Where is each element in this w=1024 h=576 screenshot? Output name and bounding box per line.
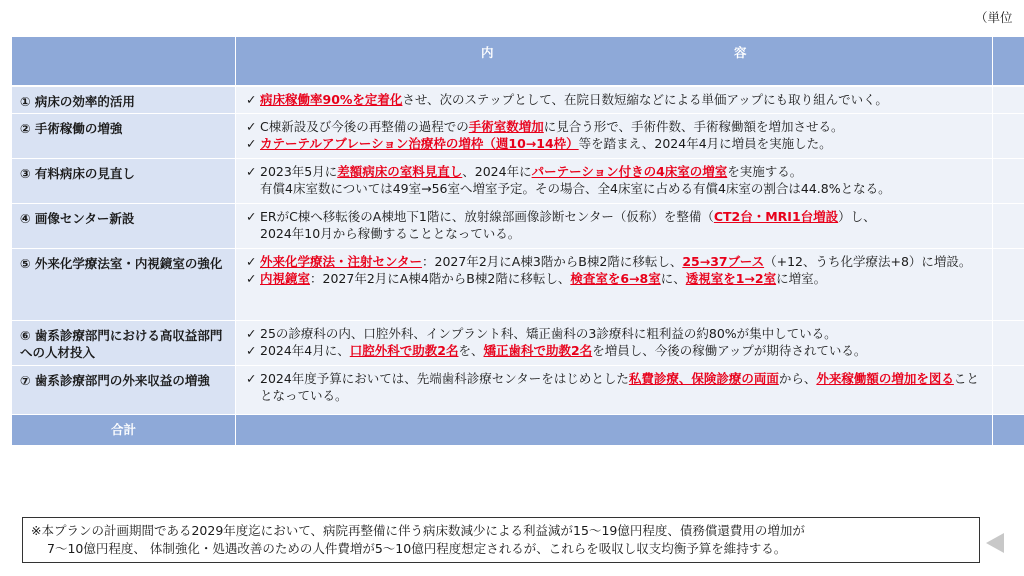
row-title: ⑥ 歯系診療部門における高収益部門への人材投入 <box>12 321 236 365</box>
row-extra <box>993 87 1024 113</box>
highlight-text: カテーテルアブレーション治療枠の増枠（週10→14枠） <box>260 136 579 151</box>
row-extra <box>993 366 1024 414</box>
content-line <box>246 270 984 287</box>
content-line <box>246 91 984 108</box>
line-text <box>260 91 984 108</box>
table-row <box>12 87 1024 114</box>
table-row <box>12 366 1024 415</box>
plain-text: を増員し、今後の稼働アップが期待されている。 <box>592 343 867 358</box>
highlight-text: 外来化学療法・注射センター <box>260 254 423 269</box>
plain-text: こととなっている。 <box>260 371 979 403</box>
header-col-item <box>12 37 236 85</box>
highlight-text: 矯正歯科で助教2名 <box>483 343 593 358</box>
line-text <box>260 135 984 152</box>
plain-text: に、 <box>660 271 686 286</box>
content-line <box>246 163 984 180</box>
highlight-text: CT2台・MRI1台増設 <box>713 209 839 224</box>
unit-label: （単位 <box>975 10 1013 25</box>
plain-text: を、 <box>458 343 484 358</box>
plain-text: 2023年5月に <box>260 164 338 179</box>
line-text <box>260 163 984 180</box>
highlight-text: 25→37ブース <box>682 254 765 269</box>
table-header <box>12 37 1024 87</box>
content-line <box>246 342 984 359</box>
plain-text: （+12、うち化学療法+8）に増設。 <box>764 254 972 269</box>
footnote-box <box>22 517 980 563</box>
check-mark-icon: ✓ <box>246 136 257 151</box>
line-text <box>260 370 984 404</box>
row-title: ④ 画像センター新設 <box>12 204 236 248</box>
plain-text: 等を踏まえ、2024年4月に増員を実施した。 <box>578 136 832 151</box>
content-line <box>246 180 984 197</box>
row-content <box>236 204 993 248</box>
content-line <box>246 208 984 225</box>
line-text <box>260 208 984 225</box>
check-mark-icon: ✓ <box>246 209 257 224</box>
total-extra <box>993 415 1024 445</box>
content-line <box>246 325 984 342</box>
plain-text: ERがC棟へ移転後のA棟地下1階に、放射線部画像診断センター（仮称）を整備（ <box>260 209 714 224</box>
plain-text: に増室。 <box>776 271 827 286</box>
check-mark-icon: ✓ <box>246 92 257 107</box>
line-text <box>260 253 984 270</box>
row-extra <box>993 114 1024 158</box>
row-title: ⑦ 歯系診療部門の外来収益の増強 <box>12 366 236 414</box>
row-title: ⑤ 外来化学療法室・内視鏡室の強化 <box>12 249 236 320</box>
highlight-text: 差額病床の室料見直し <box>337 164 463 179</box>
plain-text: C棟新設及び今後の再整備の過程での <box>260 119 469 134</box>
total-label: 合計 <box>12 415 236 445</box>
previous-slide-arrow-icon[interactable] <box>986 533 1004 553</box>
row-content <box>236 366 993 414</box>
plain-text: 2024年度予算においては、先端歯科診療センターをはじめとした <box>260 371 629 386</box>
table-row <box>12 114 1024 159</box>
total-content <box>236 415 993 445</box>
highlight-text: 口腔外科で助教2名 <box>349 343 459 358</box>
plain-text: に見合う形で、手術件数、手術稼働額を増加させる。 <box>543 119 844 134</box>
row-content <box>236 87 993 113</box>
check-mark-icon: ✓ <box>246 326 257 341</box>
footnote-line-1: ※本プランの計画期間である2029年度迄において、病院再整備に伴う病床数減少による利益減が15～19億円程度、債務償還費用の増加が <box>31 523 805 538</box>
plain-text: 2024年4月に、 <box>260 343 350 358</box>
highlight-text: パーテーション付きの4床室の増室 <box>531 164 728 179</box>
header-col-content <box>236 37 993 85</box>
plain-text: ：2027年2月にA棟4階からB棟2階に移転し、 <box>310 271 571 286</box>
check-mark-icon <box>246 180 260 197</box>
row-extra <box>993 159 1024 203</box>
plain-text: から、 <box>778 371 817 386</box>
plain-text: 有償4床室数については49室→56室へ増室予定。その場合、全4床室に占める有償4床室の割合は44.8%となる。 <box>260 181 891 196</box>
row-content <box>236 114 993 158</box>
header-content-char-1: 内 <box>481 45 494 60</box>
line-text <box>260 118 984 135</box>
highlight-text: 病床稼働率90%を定着化 <box>260 92 403 107</box>
line-text <box>260 325 984 342</box>
footnote-line-2: 7～10億円程度、 体制強化・処遇改善のための人件費増が5～10億円程度想定されるが、これらを吸収し収支均衡予算を維持する。 <box>47 541 787 556</box>
line-text <box>260 180 984 197</box>
content-line <box>246 135 984 152</box>
highlight-text: 透視室を1→2室 <box>685 271 777 286</box>
line-text <box>260 342 984 359</box>
highlight-text: 手術室数増加 <box>468 119 544 134</box>
plain-text: ：2027年2月にA棟3階からB棟2階に移転し、 <box>422 254 683 269</box>
check-mark-icon: ✓ <box>246 371 257 386</box>
check-mark-icon: ✓ <box>246 254 257 269</box>
content-line <box>246 118 984 135</box>
table-row <box>12 249 1024 321</box>
plan-table <box>12 37 1024 445</box>
plain-text: 2024年10月から稼働することとなっている。 <box>260 226 521 241</box>
plain-text: 、2024年に <box>462 164 532 179</box>
row-title: ② 手術稼働の増強 <box>12 114 236 158</box>
plain-text: させ、次のステップとして、在院日数短縮などによる単価アップにも取り組んでいく。 <box>402 92 888 107</box>
row-title: ① 病床の効率的活用 <box>12 87 236 113</box>
line-text <box>260 270 984 287</box>
row-content <box>236 321 993 365</box>
highlight-text: 外来稼働額の増加を図る <box>816 371 954 386</box>
content-line <box>246 225 984 242</box>
table-row <box>12 204 1024 249</box>
check-mark-icon: ✓ <box>246 271 257 286</box>
plain-text: 25の診療科の内、口腔外科、インプラント科、矯正歯科の3診療科に粗利益の約80%が集中している。 <box>260 326 837 341</box>
row-extra <box>993 321 1024 365</box>
total-row <box>12 415 1024 445</box>
content-line <box>246 253 984 270</box>
check-mark-icon: ✓ <box>246 343 257 358</box>
row-content <box>236 159 993 203</box>
check-mark-icon <box>246 225 260 242</box>
row-extra <box>993 249 1024 320</box>
check-mark-icon: ✓ <box>246 119 257 134</box>
plain-text: を実施する。 <box>727 164 803 179</box>
highlight-text: 検査室を6→8室 <box>570 271 661 286</box>
line-text <box>260 225 984 242</box>
check-mark-icon: ✓ <box>246 164 257 179</box>
row-title: ③ 有料病床の見直し <box>12 159 236 203</box>
plain-text: ）し、 <box>838 209 876 224</box>
table-body <box>12 87 1024 415</box>
table-row <box>12 159 1024 204</box>
header-content-char-2: 容 <box>734 45 747 60</box>
content-line <box>246 370 984 404</box>
row-content <box>236 249 993 320</box>
highlight-text: 私費診療、保険診療の両面 <box>628 371 779 386</box>
header-col-extra <box>993 37 1024 85</box>
highlight-text: 内視鏡室 <box>260 271 311 286</box>
table-row <box>12 321 1024 366</box>
row-extra <box>993 204 1024 248</box>
